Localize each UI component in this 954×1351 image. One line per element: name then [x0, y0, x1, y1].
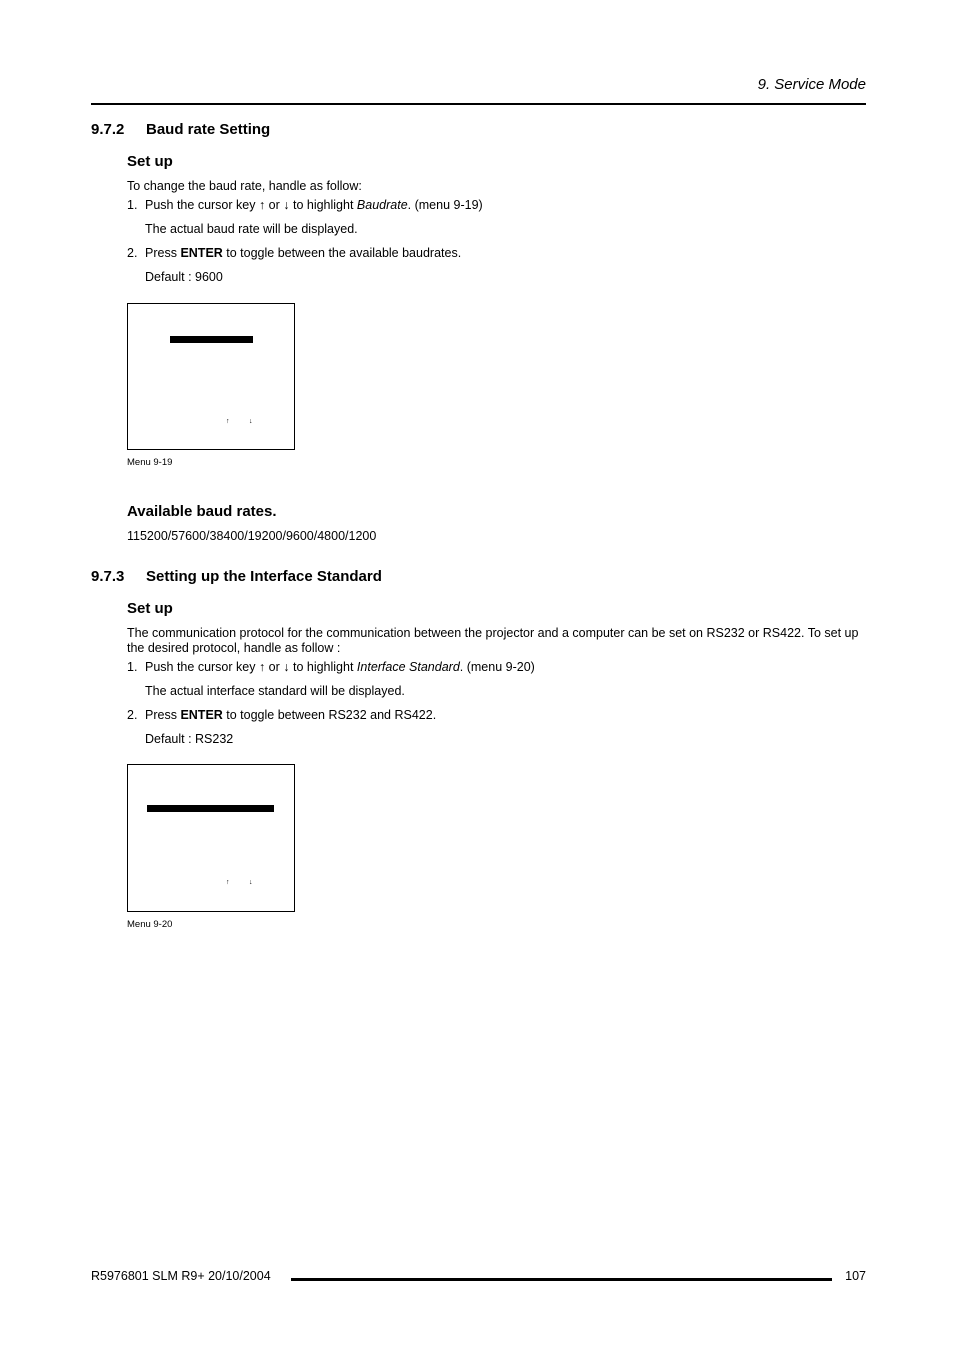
section-title: Baud rate Setting	[146, 121, 271, 138]
intro-text: The communication protocol for the communication between the projector and a computer can be set on RS232 or RS422. To set up the desired protocol, handle as follow :	[127, 626, 859, 655]
step-number: 2.	[127, 246, 138, 260]
step-text: Push the cursor key ↑ or ↓ to highlight	[145, 660, 357, 674]
step-text: Press	[145, 246, 181, 260]
step-1	[127, 198, 483, 212]
default-value: Default : RS232	[145, 732, 234, 746]
step-number: 1.	[127, 660, 138, 674]
step-2	[127, 708, 436, 722]
step-1-note: The actual interface standard will be displayed.	[145, 684, 405, 698]
menu-9-20-screenshot	[127, 764, 295, 912]
menu-9-19-screenshot	[127, 303, 295, 450]
down-arrow-icon: ↓	[249, 879, 253, 886]
down-arrow-icon: ↓	[249, 418, 253, 425]
menu-caption: Menu 9-20	[127, 919, 173, 930]
menu-item-name: Interface Standard	[356, 660, 460, 674]
step-text: Push the cursor key ↑ or ↓ to highlight	[145, 198, 357, 212]
step-1-note: The actual baud rate will be displayed.	[145, 222, 358, 236]
header-rule	[91, 103, 866, 105]
footer-rule	[291, 1278, 832, 1281]
step-text-end: . (menu 9-20)	[459, 660, 535, 674]
enter-key: ENTER	[180, 246, 223, 260]
section-title: Setting up the Interface Standard	[146, 568, 382, 585]
setup-heading: Set up	[127, 600, 173, 617]
step-text-end: to toggle between RS232 and RS422.	[222, 708, 437, 722]
default-value: Default : 9600	[145, 270, 223, 284]
menu-caption: Menu 9-19	[127, 457, 173, 468]
up-arrow-icon: ↑	[226, 879, 230, 886]
intro-text: To change the baud rate, handle as follow:	[127, 179, 362, 193]
step-number: 2.	[127, 708, 138, 722]
step-1	[127, 660, 535, 674]
highlight-bar	[147, 805, 274, 812]
footer-document-id: R5976801 SLM R9+ 20/10/2004	[91, 1269, 271, 1283]
page-number: 107	[845, 1269, 866, 1283]
step-text: Press	[145, 708, 181, 722]
enter-key: ENTER	[180, 708, 223, 722]
section-number: 9.7.2	[91, 121, 125, 138]
menu-item-name: Baudrate	[356, 198, 408, 212]
step-2	[127, 246, 461, 260]
step-text-end: to toggle between the available baudrates.	[222, 246, 462, 260]
rates-list: 115200/57600/38400/19200/9600/4800/1200	[127, 529, 377, 543]
section-number: 9.7.3	[91, 568, 125, 585]
section-heading-interface-standard	[91, 568, 382, 585]
up-arrow-icon: ↑	[226, 418, 230, 425]
section-heading-baud-rate	[91, 121, 270, 138]
highlight-bar	[170, 336, 253, 343]
running-header: 9. Service Mode	[757, 76, 866, 93]
setup-heading: Set up	[127, 153, 173, 170]
rates-heading: Available baud rates.	[127, 503, 277, 520]
step-text-end: . (menu 9-19)	[407, 198, 483, 212]
step-number: 1.	[127, 198, 138, 212]
